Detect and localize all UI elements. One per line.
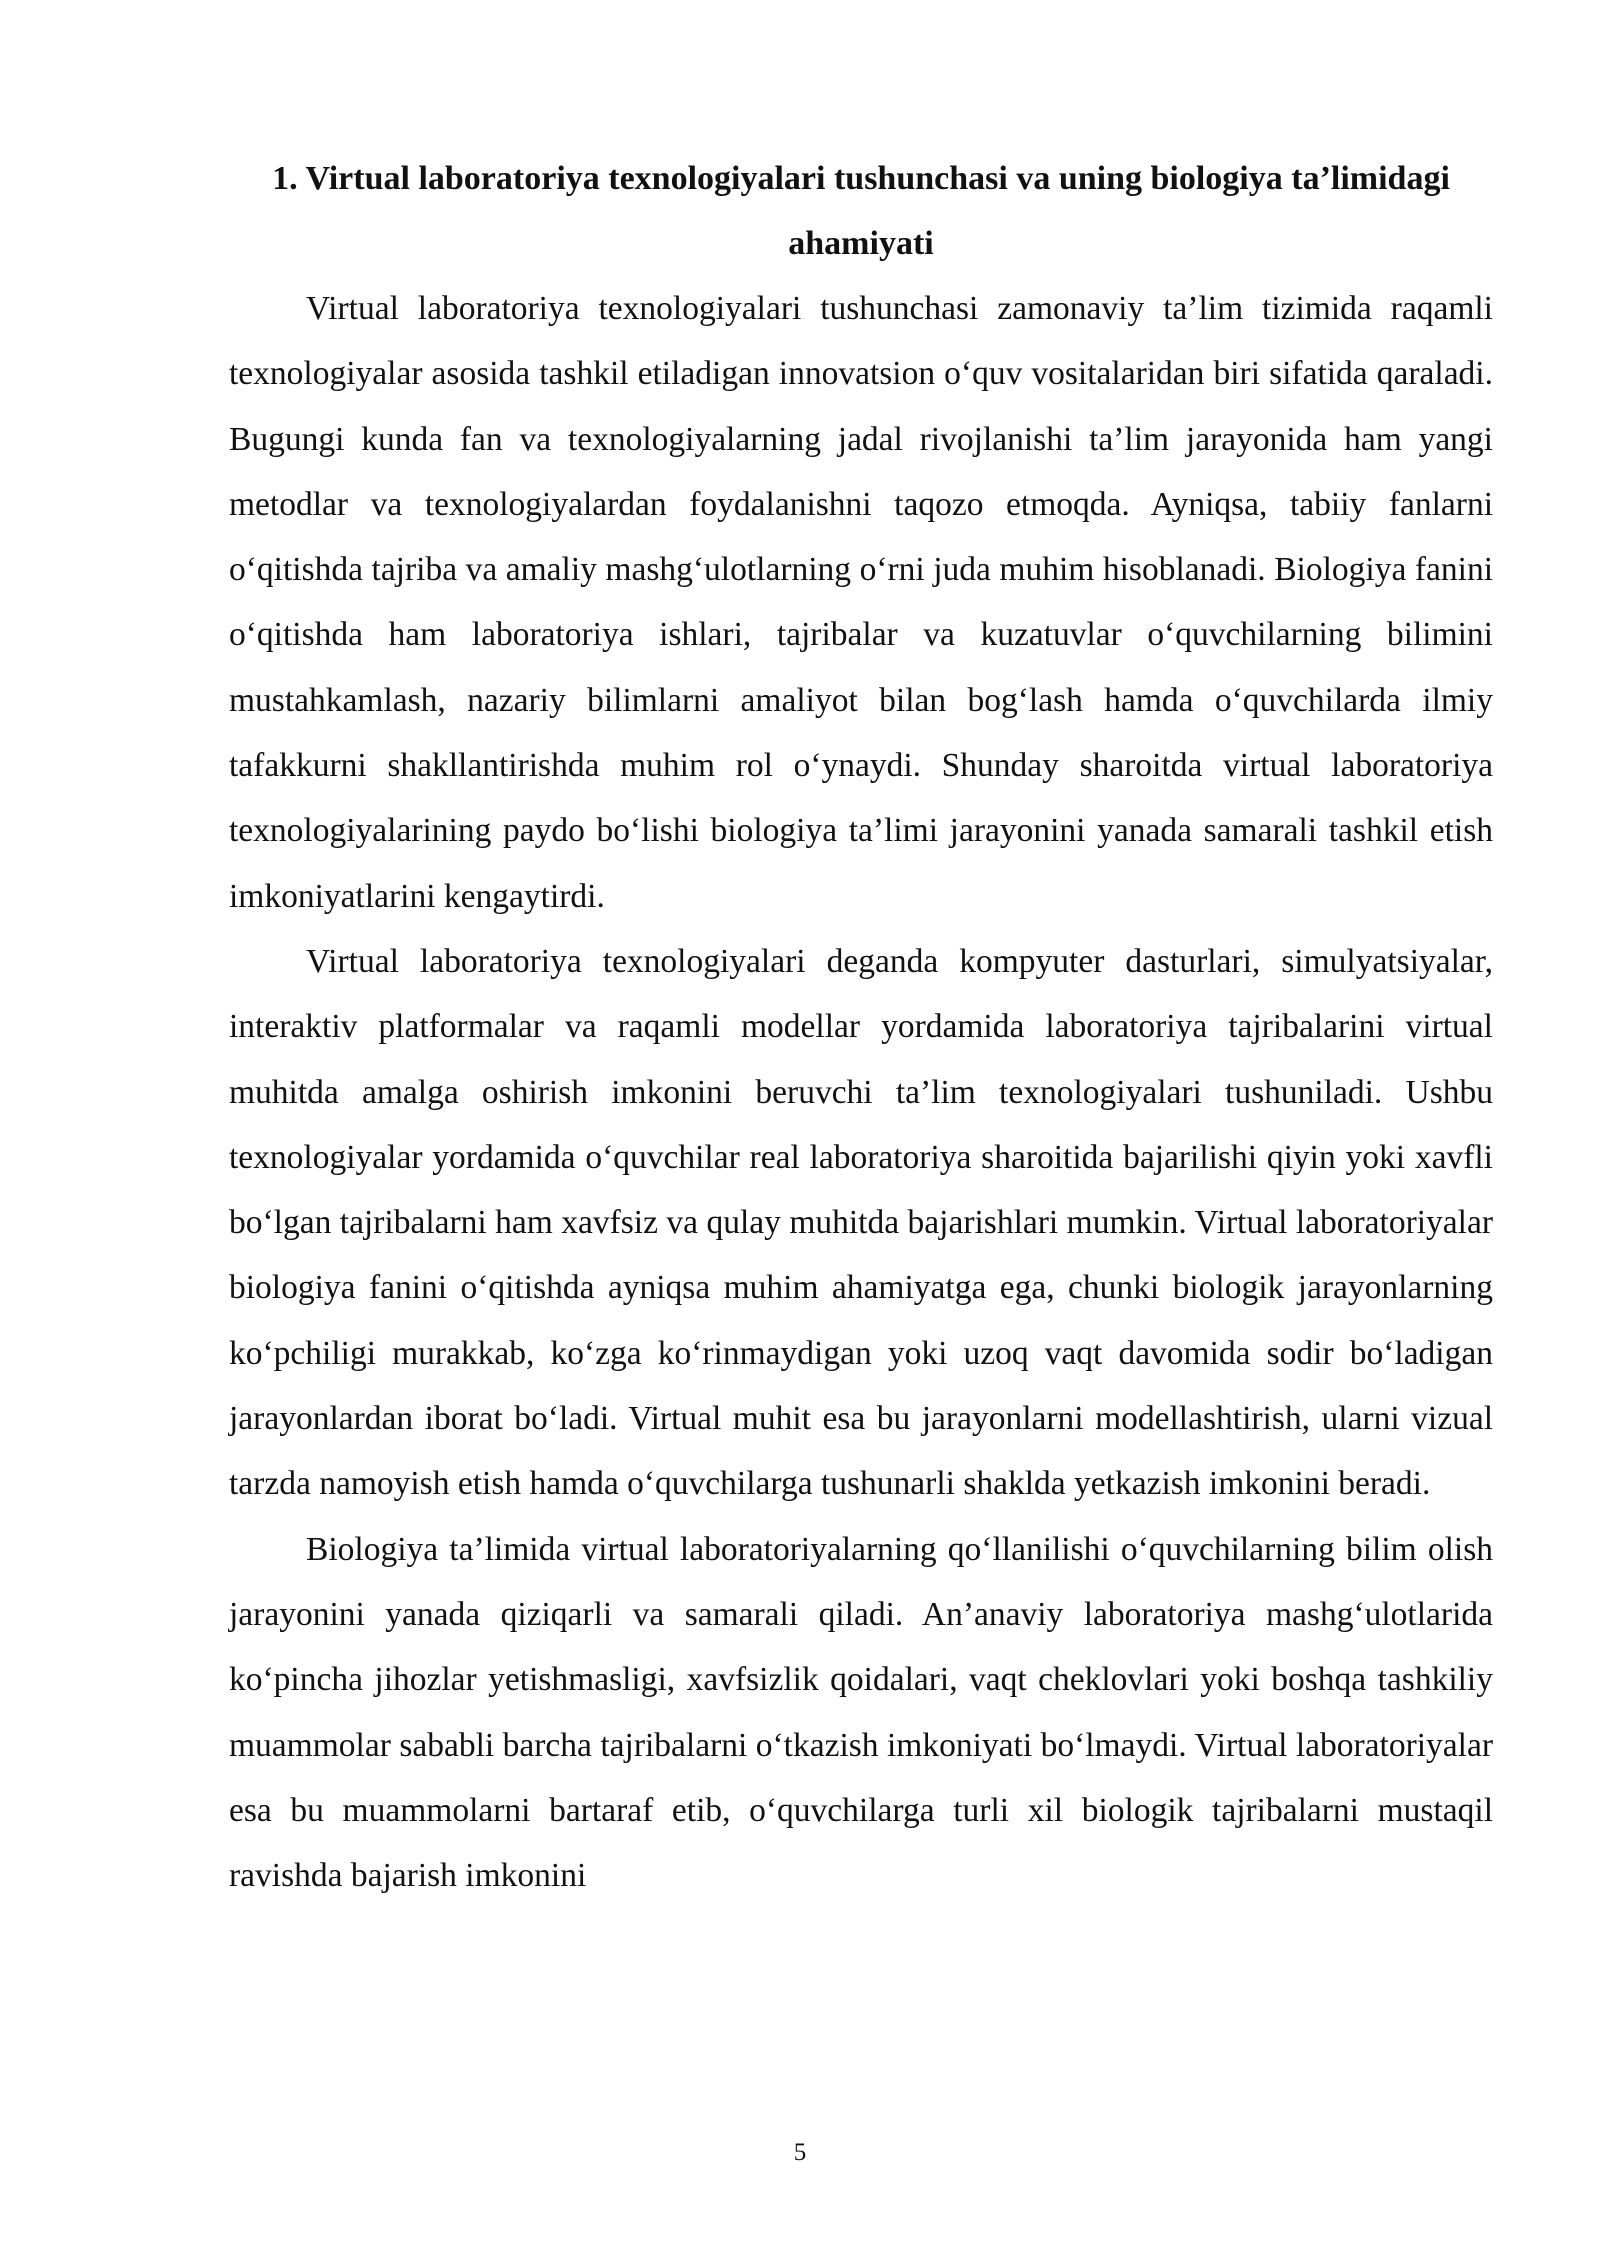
section-title: 1. Virtual laboratoriya texnologiyalari tushunchasi va uning biologiya ta’limidagi ahamiyati [272,160,1450,262]
paragraph-3: Biologiya ta’limida virtual laboratoriyalarning qo‘llanilishi o‘quvchilarning bilim olish jarayonini yanada qiziqarli va samarali qiladi. An’anaviy laboratoriya mashg‘ulotlarida ko‘pincha jihozlar yetishmasligi, xavfsizlik qoidalari, vaqt cheklovlari yoki boshqa tashkiliy muammolar sababli barcha tajribalarni o‘tkazish imkoniyati bo‘lmaydi. Virtual laboratoriyalar esa bu muammolarni bartaraf etib, o‘quvchilarga turli xil biologik tajribalarni mustaqil ravishda bajarish imkonini [229,1530,1493,1895]
paragraph-2: Virtual laboratoriya texnologiyalari deganda kompyuter dasturlari, simulyatsiyalar, interaktiv platformalar va raqamli modellar yordamida laboratoriya tajribalarini virtual muhitda amalga oshirish imkonini beruvchi ta’lim texnologiyalari tushuniladi. Ushbu texnologiyalar yordamida o‘quvchilar real laboratoriya sharoitida bajarilishi qiyin yoki xavfli bo‘lgan tajribalarni ham xavfsiz va qulay muhitda bajarishlari mumkin. Virtual laboratoriyalar biologiya fanini o‘qitishda ayniqsa muhim ahamiyatga ega, chunki biologik jarayonlarning ko‘pchiligi murakkab, ko‘zga ko‘rinmaydigan yoki uzoq vaqt davomida sodir bo‘ladigan jarayonlardan iborat bo‘ladi. Virtual muhit esa bu jarayonlarni modellashtirish, ularni vizual tarzda namoyish etish hamda o‘quvchilarga tushunarli shaklda yetkazish imkonini beradi. [229,942,1493,1503]
page-number: 5 [793,2139,807,2166]
paragraph-1: Virtual laboratoriya texnologiyalari tushunchasi zamonaviy ta’lim tizimida raqamli texnologiyalar asosida tashkil etiladigan innovatsion o‘quv vositalaridan biri sifatida qaraladi. Bugungi kunda fan va texnologiyalarning jadal rivojlanishi ta’lim jarayonida ham yangi metodlar va texnologiyalardan foydalanishni taqozo etmoqda. Ayniqsa, tabiiy fanlarni o‘qitishda tajriba va amaliy mashg‘ulotlarning o‘rni juda muhim hisoblanadi. Biologiya fanini o‘qitishda ham laboratoriya ishlari, tajribalar va kuzatuvlar o‘quvchilarning bilimini mustahkamlash, nazariy bilimlarni amaliyot bilan bog‘lash hamda o‘quvchilarda ilmiy tafakkurni shakllantirishda muhim rol o‘ynaydi. Shunday sharoitda virtual laboratoriya texnologiyalarining paydo bo‘lishi biologiya ta’limi jarayonini yanada samarali tashkil etish imkoniyatlarini kengaytirdi. [229,290,1493,915]
page-body [229,146,1493,1908]
